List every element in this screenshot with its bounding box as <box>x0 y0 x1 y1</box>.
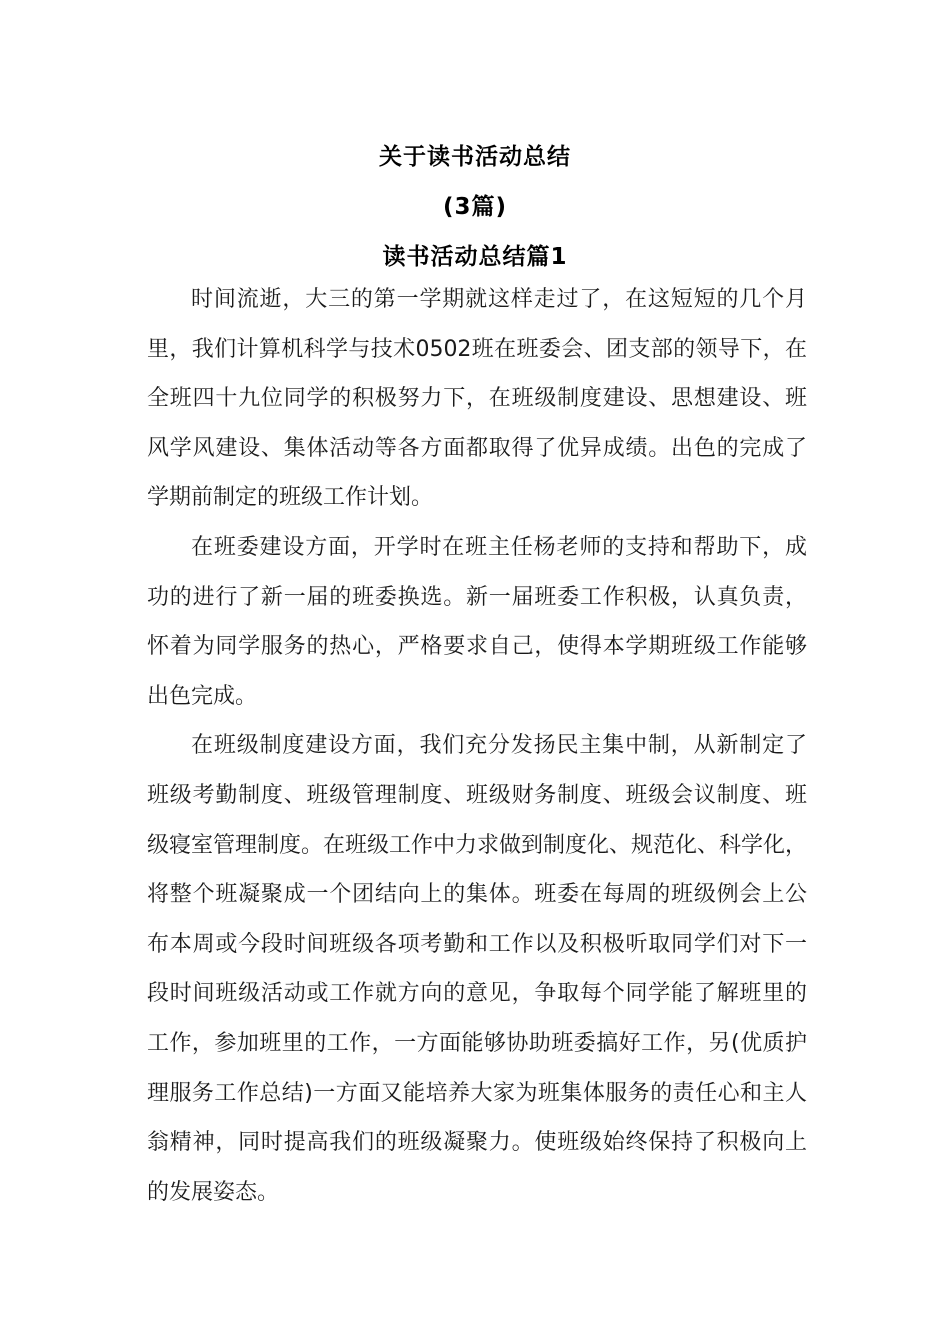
document-subtitle: (3篇) <box>442 194 508 220</box>
paragraph-line: 理服务工作总结)一方面又能培养大家为班集体服务的责任心和主人 <box>147 1080 807 1106</box>
paragraph-line: 功的进行了新一届的班委换选。新一届班委工作积极，认真负责， <box>147 584 807 610</box>
paragraph-line: 时间流逝，大三的第一学期就这样走过了，在这短短的几个月 <box>191 287 807 312</box>
paragraph-line: 工作，参加班里的工作，一方面能够协助班委搞好工作，另(优质护 <box>147 1030 807 1056</box>
document-body <box>147 283 807 1225</box>
paragraph-line: 怀着为同学服务的热心，严格要求自己，使得本学期班级工作能够 <box>147 634 807 660</box>
paragraph-line: 里，我们计算机科学与技术0502班在班委会、团支部的领导下，在 <box>147 336 807 362</box>
section-heading: 读书活动总结篇1 <box>382 244 568 270</box>
paragraph-3 <box>147 729 807 1225</box>
paragraph-1 <box>147 283 807 531</box>
paragraph-line: 段时间班级活动或工作就方向的意见，争取每个同学能了解班里的 <box>147 981 807 1007</box>
paragraph-line: 的发展姿态。 <box>147 1179 280 1205</box>
document-title: 关于读书活动总结 <box>379 144 571 170</box>
paragraph-line: 级寝室管理制度。在班级工作中力求做到制度化、规范化、科学化， <box>147 832 807 858</box>
paragraph-2 <box>147 531 807 729</box>
paragraph-line: 将整个班凝聚成一个团结向上的集体。班委在每周的班级例会上公 <box>147 882 807 908</box>
paragraph-line: 在班委建设方面，开学时在班主任杨老师的支持和帮助下，成 <box>191 534 807 560</box>
paragraph-line: 出色完成。 <box>147 683 258 709</box>
paragraph-line: 风学风建设、集体活动等各方面都取得了优异成绩。出色的完成了 <box>147 435 807 461</box>
paragraph-line: 班级考勤制度、班级管理制度、班级财务制度、班级会议制度、班 <box>147 782 807 808</box>
paragraph-line: 学期前制定的班级工作计划。 <box>147 485 434 511</box>
paragraph-line: 布本周或今段时间班级各项考勤和工作以及积极听取同学们对下一 <box>147 931 807 957</box>
paragraph-line: 翁精神，同时提高我们的班级凝聚力。使班级始终保持了积极向上 <box>147 1130 807 1156</box>
paragraph-line: 在班级制度建设方面，我们充分发扬民主集中制，从新制定了 <box>191 733 807 759</box>
paragraph-line: 全班四十九位同学的积极努力下，在班级制度建设、思想建设、班 <box>147 386 807 412</box>
